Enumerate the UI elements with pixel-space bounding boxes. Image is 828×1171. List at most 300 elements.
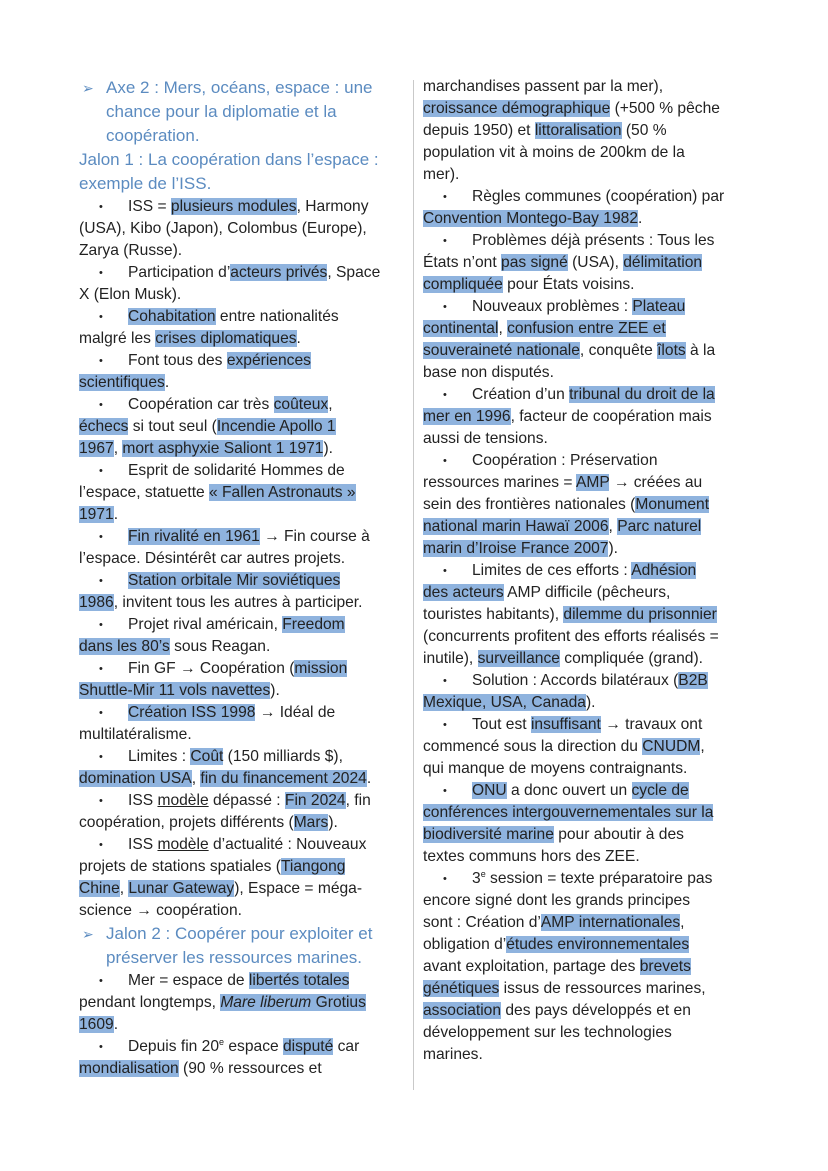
- text-line: [79, 834, 397, 856]
- text-run: Problèmes déjà présents : Tous les: [472, 232, 715, 249]
- text-line: [79, 768, 397, 790]
- text-run: → travaux ont: [600, 716, 703, 733]
- highlighted-text: Grotius: [311, 994, 366, 1011]
- bullet-icon: •: [99, 201, 103, 213]
- text-run: Mer = espace de: [128, 972, 249, 989]
- text-run: (USA), Kibo (Japon), Colombus (Europe),: [79, 220, 367, 237]
- highlighted-text: Mare liberum: [220, 994, 312, 1011]
- text-line: [423, 582, 753, 604]
- text-run: session = texte préparatoire pas: [485, 870, 713, 887]
- bullet-icon: •: [99, 839, 103, 851]
- text-run: touristes habitants),: [423, 606, 564, 623]
- highlighted-text: Monument: [635, 496, 710, 513]
- bullet-icon: •: [443, 785, 447, 797]
- text-run: , Harmony: [296, 198, 369, 215]
- text-run: → Fin course à: [259, 528, 370, 545]
- highlighted-text: association: [423, 1002, 502, 1019]
- text-line: [79, 196, 397, 218]
- section-heading-line: [79, 76, 397, 100]
- text-line: [79, 680, 397, 702]
- bullet-icon: •: [99, 355, 103, 367]
- text-line: [79, 1036, 397, 1058]
- bullet-icon: •: [443, 719, 447, 731]
- text-run: e: [219, 1036, 225, 1047]
- highlighted-text: Fin 2024: [284, 792, 346, 809]
- section-heading-line: [79, 922, 397, 946]
- highlighted-text: Convention Montego-Bay 1982: [423, 210, 638, 227]
- text-line: [423, 626, 753, 648]
- bullet-icon: •: [99, 795, 103, 807]
- highlighted-text: 1967: [79, 440, 114, 457]
- bullet-icon: •: [443, 191, 447, 203]
- text-run: ISS: [128, 836, 158, 853]
- highlighted-text: Incendie Apollo 1: [216, 418, 336, 435]
- text-line: [79, 900, 397, 922]
- text-line: [423, 230, 753, 252]
- text-run: , Space: [327, 264, 381, 281]
- text-line: [423, 450, 753, 472]
- text-line: [423, 186, 753, 208]
- text-line: [79, 240, 397, 262]
- highlighted-text: Parc naturel: [617, 518, 702, 535]
- text-run: avant exploitation, partage des: [423, 958, 640, 975]
- text-run: depuis 1950) et: [423, 122, 535, 139]
- text-run: , facteur de coopération mais: [510, 408, 712, 425]
- text-run: ,: [498, 320, 508, 337]
- bullet-icon: •: [443, 455, 447, 467]
- highlighted-text: Plateau: [632, 298, 686, 315]
- text-line: [79, 878, 397, 900]
- text-run: d’actualité : Nouveaux: [208, 836, 367, 853]
- text-run: marines.: [423, 1046, 483, 1063]
- text-run: science → coopération.: [79, 902, 242, 919]
- text-run: .: [638, 210, 643, 227]
- text-run: États n’ont: [423, 254, 502, 271]
- section-heading-line: [79, 124, 397, 148]
- text-line: [423, 362, 753, 384]
- section-heading-line: [79, 148, 397, 172]
- text-line: [79, 328, 397, 350]
- text-run: (90 % ressources et: [178, 1060, 322, 1077]
- highlighted-text: littoralisation: [534, 122, 622, 139]
- highlighted-text: des acteurs: [423, 584, 504, 601]
- text-run: Limites :: [128, 748, 191, 765]
- text-run: (USA),: [567, 254, 624, 271]
- text-run: ,: [113, 440, 123, 457]
- text-line: [423, 208, 753, 230]
- text-line: [79, 284, 397, 306]
- text-run: population vit à moins de 200km de la: [423, 144, 685, 161]
- text-run: ,: [608, 518, 618, 535]
- highlighted-text: 1971: [79, 506, 114, 523]
- highlighted-text: tribunal du droit de la: [569, 386, 715, 403]
- text-line: [423, 1044, 753, 1066]
- text-line: [79, 790, 397, 812]
- highlighted-text: insuffisant: [530, 716, 601, 733]
- text-line: [423, 340, 753, 362]
- text-run: obligation d’: [423, 936, 507, 953]
- text-line: [423, 978, 753, 1000]
- text-line: [79, 350, 397, 372]
- text-run: Règles communes (coopération) par: [472, 188, 725, 205]
- text-line: [79, 570, 397, 592]
- text-run: Esprit de solidarité Hommes de: [128, 462, 345, 479]
- bullet-icon: •: [99, 663, 103, 675]
- highlighted-text: « Fallen Astronauts »: [209, 484, 356, 501]
- text-run: ressources marines =: [423, 474, 576, 491]
- text-line: [423, 912, 753, 934]
- text-run: sein des frontières nationales (: [423, 496, 636, 513]
- text-run: coopération, projets différents (: [79, 814, 294, 831]
- text-line: [79, 218, 397, 240]
- text-line: [79, 812, 397, 834]
- text-line: [423, 780, 753, 802]
- text-line: [79, 614, 397, 636]
- text-line: [423, 406, 753, 428]
- text-run: Projet rival américain,: [128, 616, 283, 633]
- text-run: e: [480, 868, 486, 879]
- text-run: ,: [328, 396, 333, 413]
- text-run: chance pour la diplomatie et la: [106, 102, 337, 121]
- text-run: .: [164, 374, 170, 391]
- text-run: mer).: [423, 166, 460, 183]
- right-column: [423, 76, 753, 1066]
- highlighted-text: cycle de: [631, 782, 689, 799]
- text-line: [423, 164, 753, 186]
- highlighted-text: fin du financement 2024: [200, 770, 367, 787]
- section-heading-line: [79, 172, 397, 196]
- text-line: [79, 592, 397, 614]
- highlighted-text: surveillance: [477, 650, 560, 667]
- text-run: base non disputés.: [423, 364, 554, 381]
- highlighted-text: mer en 1996: [423, 408, 511, 425]
- text-run: ).: [608, 540, 619, 557]
- highlighted-text: continental: [423, 320, 499, 337]
- text-line: [423, 120, 753, 142]
- text-line: [79, 306, 397, 328]
- text-line: [79, 724, 397, 746]
- text-run: Axe 2 : Mers, océans, espace : une: [106, 78, 373, 97]
- arrow-bullet-icon: ➢: [82, 80, 94, 96]
- text-line: [423, 472, 753, 494]
- text-run: Solution : Accords bilatéraux (: [472, 672, 679, 689]
- text-line: [79, 262, 397, 284]
- highlighted-text: études environnementales: [506, 936, 690, 953]
- bullet-icon: •: [443, 565, 447, 577]
- highlighted-text: acteurs privés: [230, 264, 328, 281]
- highlighted-text: souveraineté nationale: [423, 342, 580, 359]
- text-run: entre nationalités: [215, 308, 339, 325]
- text-run: ,: [680, 914, 685, 931]
- text-run: projets de stations spatiales (: [79, 858, 281, 875]
- section-heading-line: [79, 100, 397, 124]
- highlighted-text: Mars: [293, 814, 329, 831]
- text-line: [423, 538, 753, 560]
- text-run: ISS: [128, 792, 158, 809]
- text-line: [423, 560, 753, 582]
- section-heading-line: [79, 946, 397, 970]
- text-line: [79, 416, 397, 438]
- highlighted-text: marin d’Iroise France 2007: [423, 540, 609, 557]
- bullet-icon: •: [99, 399, 103, 411]
- text-line: [79, 1058, 397, 1080]
- text-run: .: [296, 330, 301, 347]
- text-run: Limites de ces efforts :: [472, 562, 632, 579]
- text-line: [79, 504, 397, 526]
- bullet-icon: •: [443, 301, 447, 313]
- text-line: [423, 252, 753, 274]
- text-run: Zarya (Russe).: [79, 242, 183, 259]
- highlighted-text: délimitation: [623, 254, 703, 271]
- bullet-icon: •: [443, 675, 447, 687]
- highlighted-text: CNUDM: [642, 738, 701, 755]
- highlighted-text: Chine: [79, 880, 120, 897]
- text-run: a donc ouvert un: [506, 782, 632, 799]
- text-line: [423, 934, 753, 956]
- highlighted-text: compliquée: [423, 276, 503, 293]
- text-run: Participation d’: [128, 264, 231, 281]
- text-line: [423, 846, 753, 868]
- text-run: .: [366, 770, 372, 787]
- text-line: [79, 702, 397, 724]
- text-run: .: [113, 1016, 119, 1033]
- text-line: [79, 856, 397, 878]
- text-run: Coopération : Préservation: [472, 452, 658, 469]
- highlighted-text: domination USA: [79, 770, 192, 787]
- text-run: ).: [328, 814, 338, 831]
- highlighted-text: plusieurs modules: [170, 198, 297, 215]
- text-line: [79, 658, 397, 680]
- highlighted-text: Freedom: [282, 616, 345, 633]
- column-divider: [413, 80, 414, 1090]
- text-run: , fin: [345, 792, 371, 809]
- highlighted-text: brevets: [639, 958, 691, 975]
- highlighted-text: pas signé: [501, 254, 568, 271]
- text-line: [79, 548, 397, 570]
- highlighted-text: îlots: [657, 342, 686, 359]
- text-run: Jalon 1 : La coopération dans l’espace :: [79, 150, 379, 169]
- bullet-icon: •: [99, 1041, 103, 1053]
- text-run: qui manque de moyens contraignants.: [423, 760, 688, 777]
- text-run: coopération.: [106, 126, 200, 145]
- highlighted-text: 1609: [79, 1016, 114, 1033]
- text-line: [423, 296, 753, 318]
- text-run: des pays développés et en: [501, 1002, 691, 1019]
- text-line: [79, 482, 397, 504]
- text-run: ,: [119, 880, 129, 897]
- text-run: Coopération car très: [128, 396, 274, 413]
- text-run: préserver les ressources marines.: [106, 948, 363, 967]
- bullet-icon: •: [443, 235, 447, 247]
- bullet-icon: •: [99, 975, 103, 987]
- text-line: [423, 274, 753, 296]
- bullet-icon: •: [99, 531, 103, 543]
- highlighted-text: Mexique, USA, Canada: [423, 694, 586, 711]
- highlighted-text: dans les 80’s: [79, 638, 170, 655]
- text-run: pour aboutir à des: [553, 826, 684, 843]
- text-run: ISS =: [128, 198, 171, 215]
- underlined-text: modèle: [157, 836, 209, 853]
- text-run: (concurrents profitent des efforts réalisés =: [423, 628, 719, 645]
- text-run: AMP difficile (pêcheurs,: [503, 584, 671, 601]
- text-line: [423, 98, 753, 120]
- text-run: textes communs hors des ZEE.: [423, 848, 640, 865]
- highlighted-text: AMP internationales: [540, 914, 681, 931]
- text-run: ,: [700, 738, 705, 755]
- highlighted-text: croissance démographique: [423, 100, 611, 117]
- highlighted-text: Station orbitale Mir soviétiques: [128, 572, 341, 589]
- highlighted-text: conférences intergouvernementales sur la: [423, 804, 714, 821]
- text-run: inutile),: [423, 650, 478, 667]
- text-line: [423, 142, 753, 164]
- text-line: [79, 1014, 397, 1036]
- bullet-icon: •: [99, 311, 103, 323]
- text-run: malgré les: [79, 330, 156, 347]
- text-run: ,: [191, 770, 201, 787]
- highlighted-text: disputé: [283, 1038, 334, 1055]
- text-run: Création d’un: [472, 386, 570, 403]
- text-line: [79, 636, 397, 658]
- text-run: 3: [472, 870, 481, 887]
- text-run: Tout est: [472, 716, 531, 733]
- bullet-icon: •: [99, 575, 103, 587]
- highlighted-text: crises diplomatiques: [155, 330, 297, 347]
- text-line: [423, 76, 753, 98]
- text-line: [79, 372, 397, 394]
- text-line: [423, 714, 753, 736]
- arrow-bullet-icon: ➢: [82, 926, 94, 942]
- text-run: à la: [685, 342, 716, 359]
- text-run: .: [113, 506, 119, 523]
- text-line: [79, 970, 397, 992]
- text-line: [79, 438, 397, 460]
- text-line: [423, 868, 753, 890]
- text-line: [423, 1022, 753, 1044]
- text-line: [423, 736, 753, 758]
- text-run: , invitent tous les autres à participer.: [113, 594, 363, 611]
- text-line: [423, 670, 753, 692]
- highlighted-text: 1986: [79, 594, 114, 611]
- text-line: [423, 648, 753, 670]
- text-run: compliquée (grand).: [559, 650, 703, 667]
- highlighted-text: Lunar Gateway: [128, 880, 235, 897]
- text-run: exemple de l’ISS.: [79, 174, 212, 193]
- text-run: car: [333, 1038, 360, 1055]
- text-run: (50 %: [621, 122, 667, 139]
- bullet-icon: •: [443, 389, 447, 401]
- highlighted-text: ONU: [472, 782, 507, 799]
- text-line: [423, 802, 753, 824]
- text-run: → créées au: [609, 474, 703, 491]
- text-line: [79, 992, 397, 1014]
- text-line: [423, 758, 753, 780]
- bullet-icon: •: [99, 707, 103, 719]
- text-run: aussi de tensions.: [423, 430, 548, 447]
- text-run: encore signé dont les grands principes: [423, 892, 690, 909]
- text-run: (150 milliards $),: [223, 748, 343, 765]
- text-run: ), Espace = méga-: [234, 880, 363, 897]
- highlighted-text: échecs: [79, 418, 129, 435]
- text-line: [79, 526, 397, 548]
- highlighted-text: expériences: [226, 352, 311, 369]
- underlined-text: modèle: [157, 792, 209, 809]
- highlighted-text: confusion entre ZEE et: [507, 320, 666, 337]
- text-run: X (Elon Musk).: [79, 286, 182, 303]
- bullet-icon: •: [99, 619, 103, 631]
- highlighted-text: Adhésion: [631, 562, 697, 579]
- highlighted-text: national marin Hawaï 2006: [423, 518, 609, 535]
- text-run: (+500 % pêche: [610, 100, 720, 117]
- highlighted-text: génétiques: [423, 980, 500, 997]
- text-line: [423, 692, 753, 714]
- highlighted-text: Cohabitation: [128, 308, 216, 325]
- highlighted-text: biodiversité marine: [423, 826, 554, 843]
- text-run: ).: [585, 694, 596, 711]
- text-line: [423, 824, 753, 846]
- text-line: [423, 890, 753, 912]
- text-run: ).: [323, 440, 334, 457]
- text-line: [79, 746, 397, 768]
- bullet-icon: •: [443, 873, 447, 885]
- highlighted-text: mission: [294, 660, 348, 677]
- text-run: Jalon 2 : Coopérer pour exploiter et: [106, 924, 373, 943]
- highlighted-text: Fin rivalité en 1961: [128, 528, 260, 545]
- text-run: l’espace. Désintérêt car autres projets.: [79, 550, 346, 567]
- text-run: ).: [270, 682, 280, 699]
- highlighted-text: mondialisation: [79, 1060, 179, 1077]
- highlighted-text: Tiangong: [280, 858, 346, 875]
- text-run: dépassé :: [208, 792, 285, 809]
- text-run: Depuis fin 20: [128, 1038, 220, 1055]
- highlighted-text: AMP: [575, 474, 610, 491]
- highlighted-text: coûteux: [273, 396, 329, 413]
- text-run: Nouveaux problèmes :: [472, 298, 633, 315]
- text-line: [79, 460, 397, 482]
- text-line: [423, 1000, 753, 1022]
- text-run: si tout seul (: [128, 418, 217, 435]
- text-line: [79, 394, 397, 416]
- text-run: développement sur les technologies: [423, 1024, 672, 1041]
- highlighted-text: B2B: [678, 672, 708, 689]
- text-run: sont : Création d’: [423, 914, 541, 931]
- bullet-icon: •: [99, 267, 103, 279]
- text-line: [423, 384, 753, 406]
- text-line: [423, 604, 753, 626]
- highlighted-text: scientifiques: [79, 374, 165, 391]
- text-run: pour États voisins.: [502, 276, 635, 293]
- text-run: pendant longtemps,: [79, 994, 221, 1011]
- highlighted-text: libertés totales: [248, 972, 350, 989]
- text-run: → Idéal de: [255, 704, 336, 721]
- text-line: [423, 494, 753, 516]
- text-line: [423, 428, 753, 450]
- text-run: l’espace, statuette: [79, 484, 210, 501]
- bullet-icon: •: [99, 465, 103, 477]
- text-line: [423, 516, 753, 538]
- text-run: issus de ressources marines,: [499, 980, 706, 997]
- highlighted-text: mort asphyxie Saliont 1 1971: [122, 440, 324, 457]
- highlighted-text: Coût: [190, 748, 224, 765]
- left-column: [79, 76, 397, 1080]
- highlighted-text: dilemme du prisonnier: [563, 606, 717, 623]
- text-run: Font tous des: [128, 352, 227, 369]
- highlighted-text: Création ISS 1998: [128, 704, 256, 721]
- text-run: marchandises passent par la mer),: [423, 78, 664, 95]
- text-run: commencé sous la direction du: [423, 738, 643, 755]
- highlighted-text: Shuttle-Mir 11 vols navettes: [79, 682, 271, 699]
- text-line: [423, 956, 753, 978]
- text-line: [423, 318, 753, 340]
